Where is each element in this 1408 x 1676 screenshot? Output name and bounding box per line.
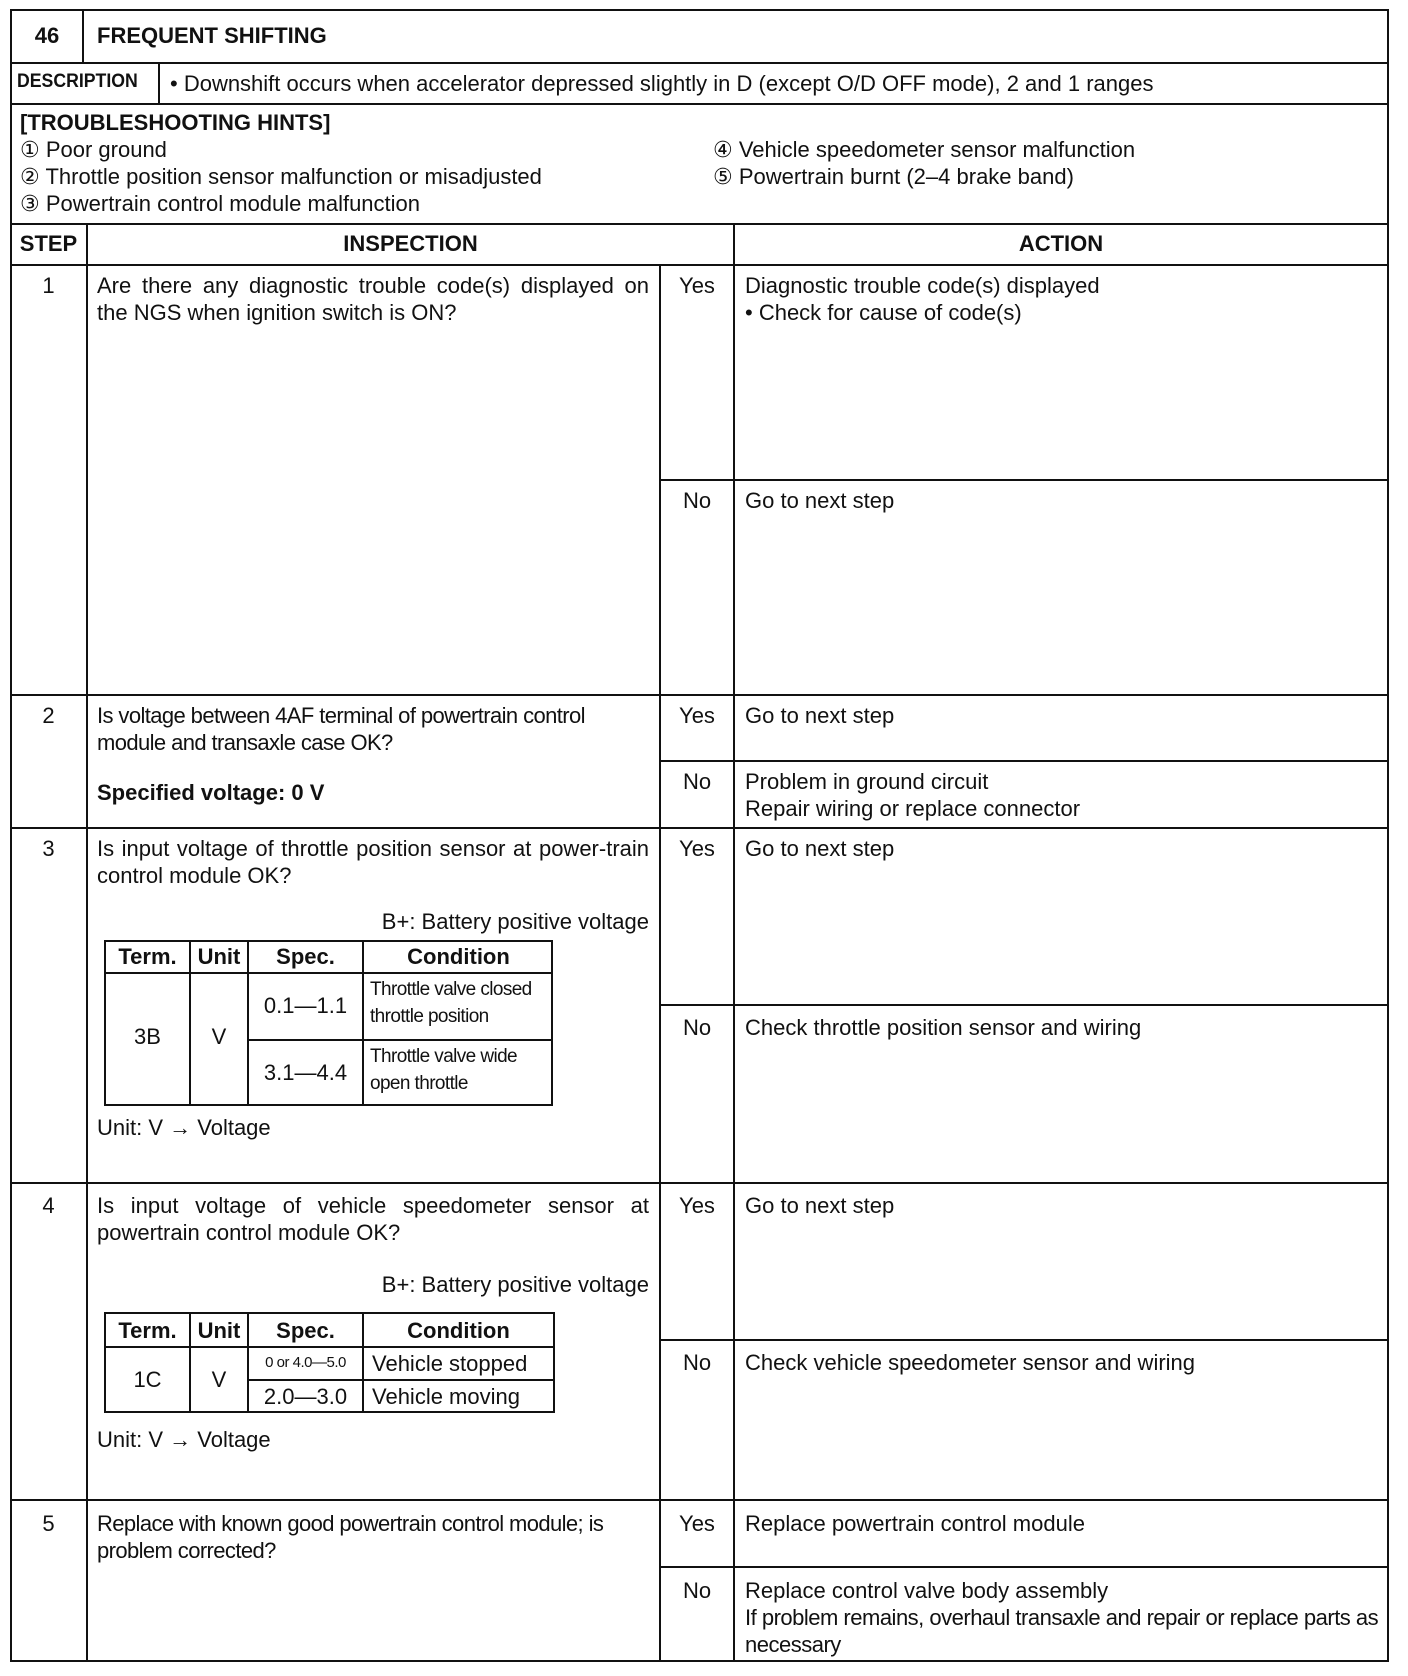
no-action-line: Replace control valve body assembly (745, 1578, 1109, 1603)
no-action-line: Check throttle position sensor and wiring (745, 1015, 1142, 1040)
step-number: 3 (42, 836, 55, 861)
table-condition: Throttle valve wide (370, 1046, 518, 1067)
step-question: Is voltage between 4AF terminal of powertrain control module and transaxle case OK? (97, 703, 585, 755)
table-header: Spec. (276, 1318, 335, 1343)
frame-top-rule (10, 9, 1389, 11)
column-header-inspection: INSPECTION (343, 231, 478, 256)
answer-no: No (682, 1578, 712, 1603)
yes-action-line: Diagnostic trouble code(s) displayed (745, 273, 1100, 298)
step-number: 2 (42, 703, 55, 728)
table-unit: V (211, 1367, 227, 1392)
table-condition: Throttle valve closed (370, 979, 532, 1000)
table-spec: 2.0—3.0 (263, 1384, 348, 1409)
answer-no: No (682, 1015, 712, 1040)
no-action-line: Check vehicle speedometer sensor and wiring (745, 1350, 1196, 1375)
no-action-line: Problem in ground circuit (745, 769, 989, 794)
step-question: Is input voltage of vehicle speedometer sensor at powertrain control module OK? (97, 1193, 649, 1245)
table-header: Spec. (276, 944, 335, 969)
answer-yes: Yes (679, 703, 715, 728)
frame-bottom-rule (10, 1660, 1389, 1662)
table-term: 1C (133, 1367, 162, 1392)
unit-note: Unit: V → Voltage (97, 1115, 271, 1140)
step-question: Replace with known good powertrain control module; is problem corrected? (97, 1511, 604, 1563)
answer-no: No (682, 769, 712, 794)
description-text: • Downshift occurs when accelerator depressed slightly in D (except O/D OFF mode), 2 and 1 ranges (170, 71, 1154, 96)
table-spec: 0.1—1.1 (263, 993, 348, 1018)
table-header: Unit (197, 944, 241, 969)
hint-item: ① Poor ground (20, 137, 167, 162)
hint-item: ⑤ Powertrain burnt (2–4 brake band) (713, 164, 1074, 189)
description-label: DESCRIPTION (17, 71, 138, 92)
answer-yes: Yes (679, 273, 715, 298)
step-column-rule (86, 223, 88, 1662)
yes-action-line: Go to next step (745, 1193, 895, 1218)
section-number: 46 (34, 23, 60, 48)
no-action-line: Repair wiring or replace connector (745, 796, 1081, 821)
step-number: 1 (42, 273, 55, 298)
hint-item: ③ Powertrain control module malfunction (20, 191, 421, 216)
answer-yes: Yes (679, 1511, 715, 1536)
yes-action-line: Go to next step (745, 703, 895, 728)
step-number: 5 (42, 1511, 55, 1536)
table-condition: Vehicle stopped (372, 1351, 528, 1376)
column-header-step: STEP (19, 231, 78, 256)
hints-title: [TROUBLESHOOTING HINTS] (20, 110, 331, 135)
table-header: Unit (197, 1318, 241, 1343)
unit-note: Unit: V → Voltage (97, 1427, 271, 1452)
answer-column-rule (659, 264, 661, 1662)
table-header: Term. (118, 944, 177, 969)
no-action-line: Go to next step (745, 488, 895, 513)
table-header: Term. (118, 1318, 177, 1343)
step-question: Are there any diagnostic trouble code(s) displayed on the NGS when ignition switch is ON? (97, 273, 649, 325)
hint-item: ④ Vehicle speedometer sensor malfunction (713, 137, 1136, 162)
section-title: FREQUENT SHIFTING (97, 23, 327, 48)
answer-no: No (682, 1350, 712, 1375)
table-term: 3B (134, 1024, 161, 1049)
b-plus-note: B+: Battery positive voltage (381, 909, 649, 934)
table-spec: 3.1—4.4 (263, 1060, 348, 1085)
answer-yes: Yes (679, 836, 715, 861)
table-header: Condition (407, 944, 510, 969)
answer-no: No (682, 488, 712, 513)
hint-item: ② Throttle position sensor malfunction or misadjusted (20, 164, 542, 189)
no-action-line: If problem remains, overhaul transaxle and repair or replace parts as necessary (745, 1605, 1379, 1657)
step-question: Is input voltage of throttle position sensor at power-train control module OK? (97, 836, 649, 888)
table-spec: 0 or 4.0—5.0 (265, 1354, 346, 1371)
table-condition: throttle position (370, 1006, 489, 1027)
frame-right-rule (1387, 9, 1389, 1662)
table-condition: Vehicle moving (372, 1384, 520, 1409)
table-unit: V (211, 1024, 227, 1049)
answer-yes: Yes (679, 1193, 715, 1218)
b-plus-note: B+: Battery positive voltage (381, 1272, 649, 1297)
table-header: Condition (407, 1318, 510, 1343)
yes-action-line: Replace powertrain control module (745, 1511, 1085, 1536)
spec-voltage: Specified voltage: 0 V (97, 780, 325, 805)
step-number: 4 (42, 1193, 55, 1218)
yes-action-line: • Check for cause of code(s) (745, 300, 1022, 325)
action-column-rule (733, 223, 735, 1662)
yes-action-line: Go to next step (745, 836, 895, 861)
table-condition: open throttle (370, 1073, 468, 1094)
column-header-action: ACTION (1018, 231, 1104, 256)
